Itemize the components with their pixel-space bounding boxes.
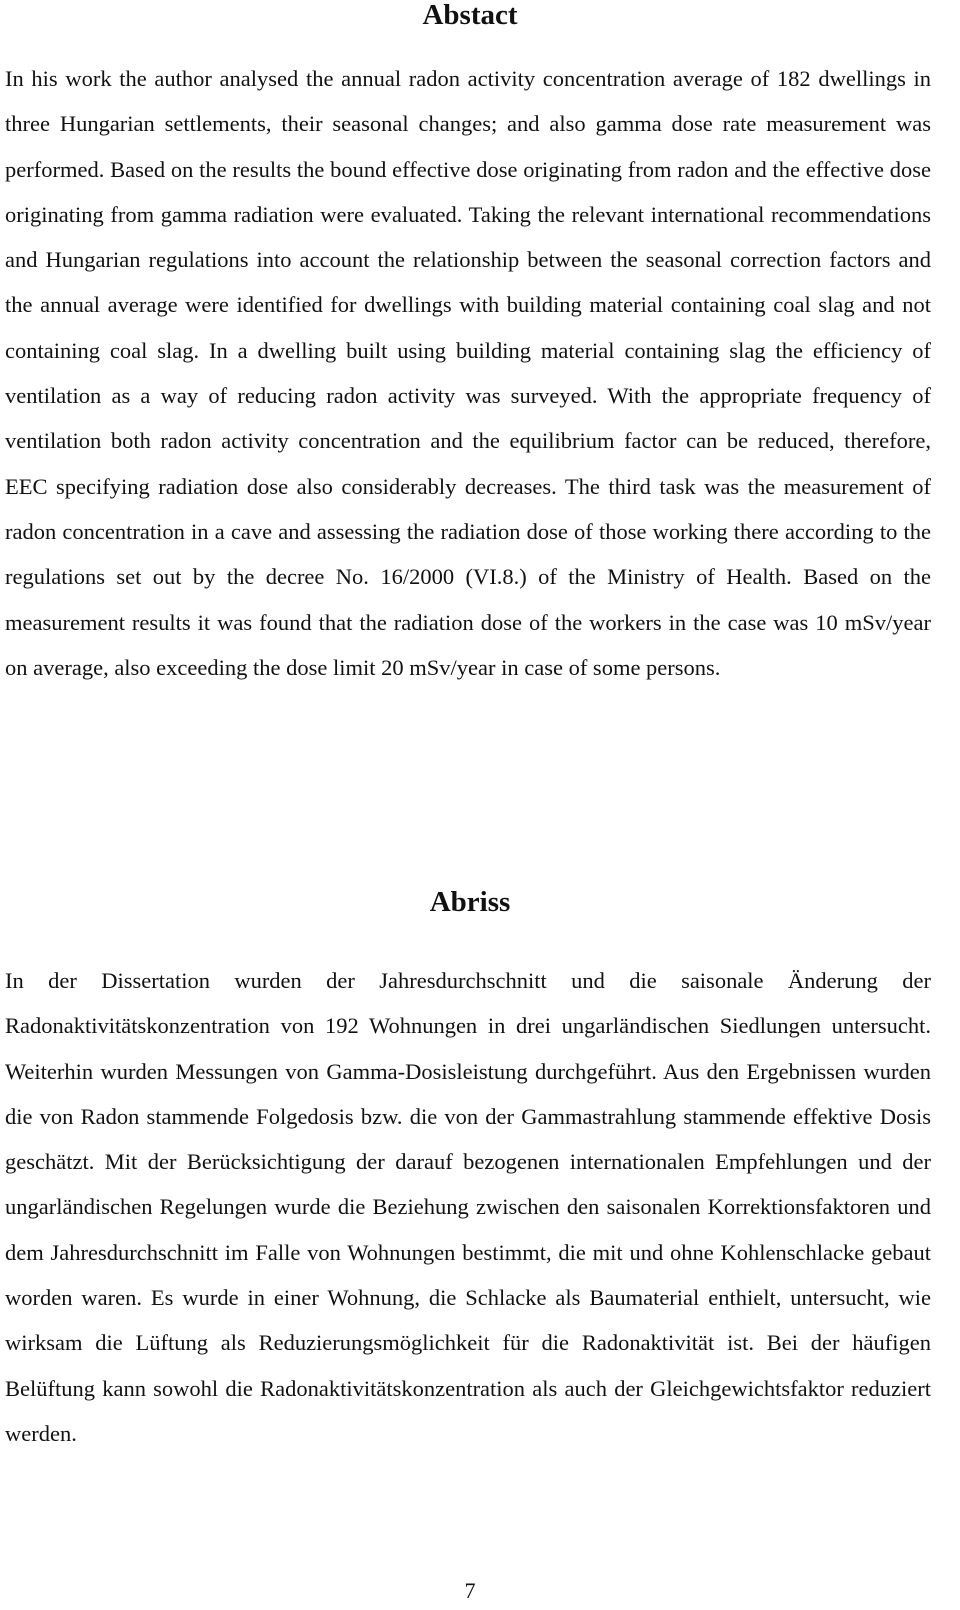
page-number: 7 <box>464 1578 476 1603</box>
abstract-paragraph: In his work the author analysed the annual radon activity concentration average of 182 dwellings in three Hungarian settlements, their seasonal changes; and also gamma dose rate measurement was performed. Based on the results the bound effective dose originating from radon and the effective dose originating from gamma radiation were evaluated. Taking the relevant international recommendations and Hungarian regulations into account the relationship between the seasonal correction factors and the annual average were identified for dwellings with building material containing coal slag and not containing coal slag. In a dwelling built using building material containing slag the efficiency of ventilation as a way of reducing radon activity was surveyed. With the appropriate frequency of ventilation both radon activity concentration and the equilibrium factor can be reduced, therefore, EEC specifying radiation dose also considerably decreases. The third task was the measurement of radon concentration in a cave and assessing the radiation dose of those working there according to the regulations set out by the decree No. 16/2000 (VI.8.) of the Ministry of Health. Based on the measurement results it was found that the radiation dose of the workers in the case was 10 mSv/year on average, also exceeding the dose limit 20 mSv/year in case of some persons. <box>5 66 931 680</box>
abstract-heading: Abstact <box>422 0 518 31</box>
abriss-heading: Abriss <box>429 886 511 918</box>
abriss-paragraph: In der Dissertation wurden der Jahresdurchschnitt und die saisonale Änderung der Radonaktivitätskonzentration von 192 Wohnungen in drei ungarländischen Siedlungen untersucht. Weiterhin wurden Messungen von Gamma-Dosisleistung durchgeführt. Aus den Ergebnissen wurden die von Radon stammende Folgedosis bzw. die von der Gammastrahlung stammende effektive Dosis geschätzt. Mit der Berücksichtigung der darauf bezogenen internationalen Empfehlungen und der ungarländischen Regelungen wurde die Beziehung zwischen den saisonalen Korrektionsfaktoren und dem Jahresdurchschnitt im Falle von Wohnungen bestimmt, die mit und ohne Kohlenschlacke gebaut worden waren. Es wurde in einer Wohnung, die Schlacke als Baumaterial enthielt, untersucht, wie wirksam die Lüftung als Reduzierungsmöglichkeit für die Radonaktivität ist. Bei der häufigen Belüftung kann sowohl die Radonaktivitätskonzentration als auch der Gleichgewichtsfaktor reduziert werden. <box>5 968 931 1446</box>
